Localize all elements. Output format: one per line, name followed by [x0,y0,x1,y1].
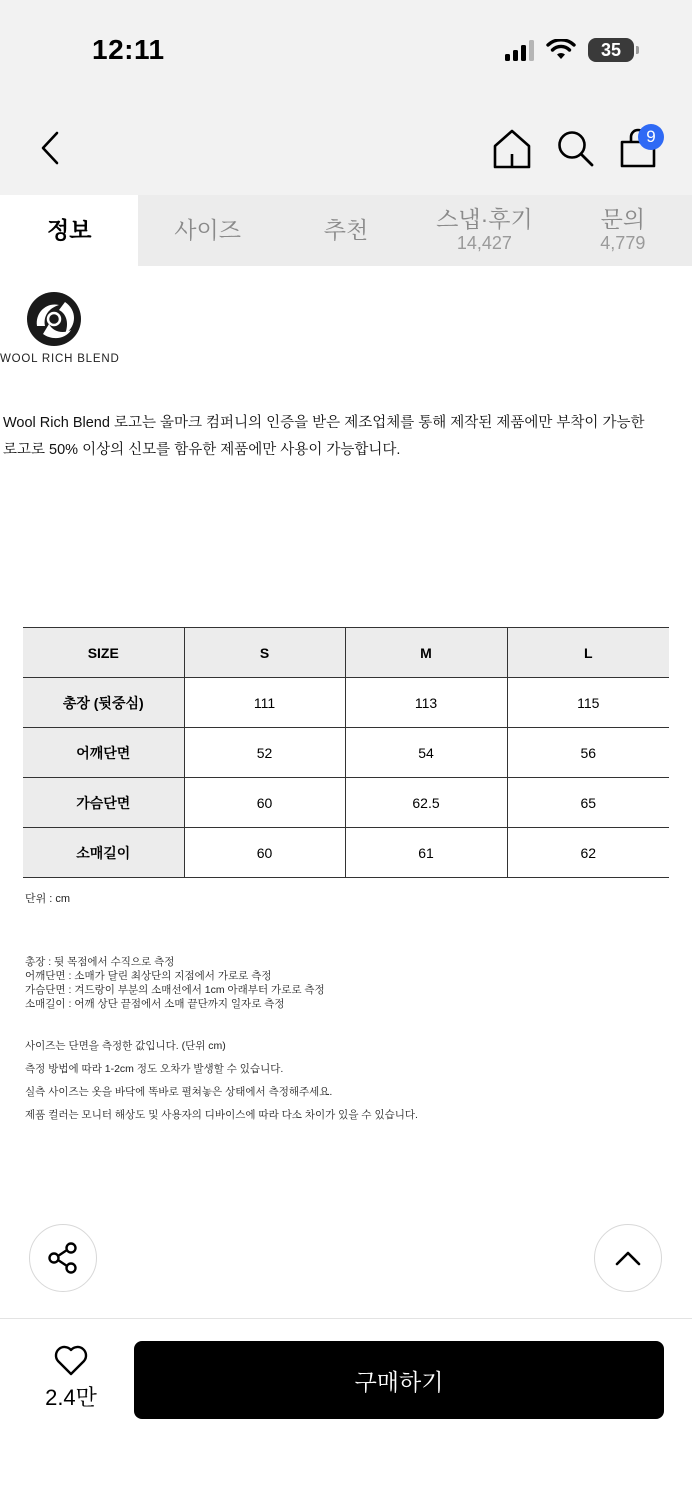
column-header: L [507,628,669,678]
table-row [23,678,669,728]
heart-icon [53,1345,89,1377]
table-header-row [23,628,669,678]
tip-line: 제품 컬러는 모니터 해상도 및 사용자의 디바이스에 따라 다소 차이가 있을 수 있습니다. [25,1109,418,1121]
like-count: 2.4만 [45,1385,97,1410]
battery-icon: 35 [588,38,634,62]
woolmark-icon [25,290,83,348]
tab-info[interactable] [0,195,138,266]
table-cell: 60 [184,828,345,878]
table-cell: 54 [345,728,507,778]
tab-label: 스냅·후기 [436,205,533,232]
unit-note: 단위 : cm [25,893,71,905]
table-cell: 56 [507,728,669,778]
tab-label: 문의 [600,205,646,232]
size-table [23,627,669,878]
row-label: 어깨단면 [23,728,184,778]
wool-rich-blend-logo [0,290,120,370]
note-line: 어깨단면 : 소매가 달린 최상단의 지점에서 가로로 측정 [25,970,272,982]
tab-inquiry[interactable] [554,195,692,266]
cellular-signal-icon [505,39,534,61]
table-row [23,778,669,828]
table-cell: 115 [507,678,669,728]
table-row [23,728,669,778]
table-cell: 62.5 [345,778,507,828]
tab-size[interactable] [138,195,276,266]
column-header: SIZE [23,628,184,678]
status-bar [0,0,692,100]
chevron-up-icon [614,1249,642,1267]
cart-button[interactable] [618,128,662,170]
tab-snap-review[interactable] [415,195,553,266]
like-button[interactable] [36,1345,106,1412]
tab-label: 사이즈 [174,216,241,243]
table-cell: 111 [184,678,345,728]
status-icons [505,38,634,62]
table-cell: 65 [507,778,669,828]
size-tips [25,1035,418,1127]
tab-label: 추천 [323,216,369,243]
row-label: 가슴단면 [23,778,184,828]
measurement-notes [25,955,325,1011]
status-time: 12:11 [92,34,165,65]
top-navigation [0,100,692,195]
tip-line: 실측 사이즈는 옷을 바닥에 똑바로 펼쳐놓은 상태에서 측정해주세요. [25,1086,333,1098]
home-button[interactable] [492,128,532,170]
intro-line: Wool Rich Blend 로고는 울마크 컴퍼니의 인증을 받은 제조업체를 통해 제작된 제품에만 부착이 가능한 [3,415,645,431]
row-label: 소매길이 [23,828,184,878]
table-row [23,828,669,878]
intro-text [3,410,683,464]
scroll-to-top-button[interactable] [594,1224,662,1292]
table-cell: 60 [184,778,345,828]
tab-count: 14,427 [456,233,512,254]
table-cell: 113 [345,678,507,728]
note-line: 총장 : 뒷 목점에서 수직으로 측정 [25,956,175,968]
tip-line: 측정 방법에 따라 1-2cm 정도 오차가 발생할 수 있습니다. [25,1063,284,1075]
search-icon [555,128,595,170]
cart-count-badge: 9 [638,124,664,150]
share-button[interactable] [29,1224,97,1292]
wifi-icon [546,39,576,61]
buy-button[interactable]: 구매하기 [134,1341,664,1419]
tab-count: 4,779 [600,233,646,254]
wool-logo-text: WOOL RICH BLEND [0,353,120,365]
back-button[interactable] [32,130,68,166]
note-line: 가슴단면 : 겨드랑이 부분의 소매선에서 1cm 아래부터 가로로 측정 [25,984,325,996]
tip-line: 사이즈는 단면을 측정한 값입니다. (단위 cm) [25,1040,226,1052]
tab-bar [0,195,692,266]
bottom-divider [0,1318,692,1319]
note-line: 소매길이 : 어깨 상단 끝점에서 소매 끝단까지 일자로 측정 [25,998,285,1010]
intro-line: 로고로 50% 이상의 신모를 함유한 제품에만 사용이 가능합니다. [3,442,401,458]
table-cell: 52 [184,728,345,778]
tab-recommend[interactable] [277,195,415,266]
row-label: 총장 (뒷중심) [23,678,184,728]
tab-label: 정보 [46,216,92,243]
share-icon [46,1241,80,1275]
table-cell: 61 [345,828,507,878]
back-arrow-icon [39,130,61,166]
home-icon [492,128,532,170]
table-cell: 62 [507,828,669,878]
search-button[interactable] [555,128,595,170]
column-header: S [184,628,345,678]
column-header: M [345,628,507,678]
